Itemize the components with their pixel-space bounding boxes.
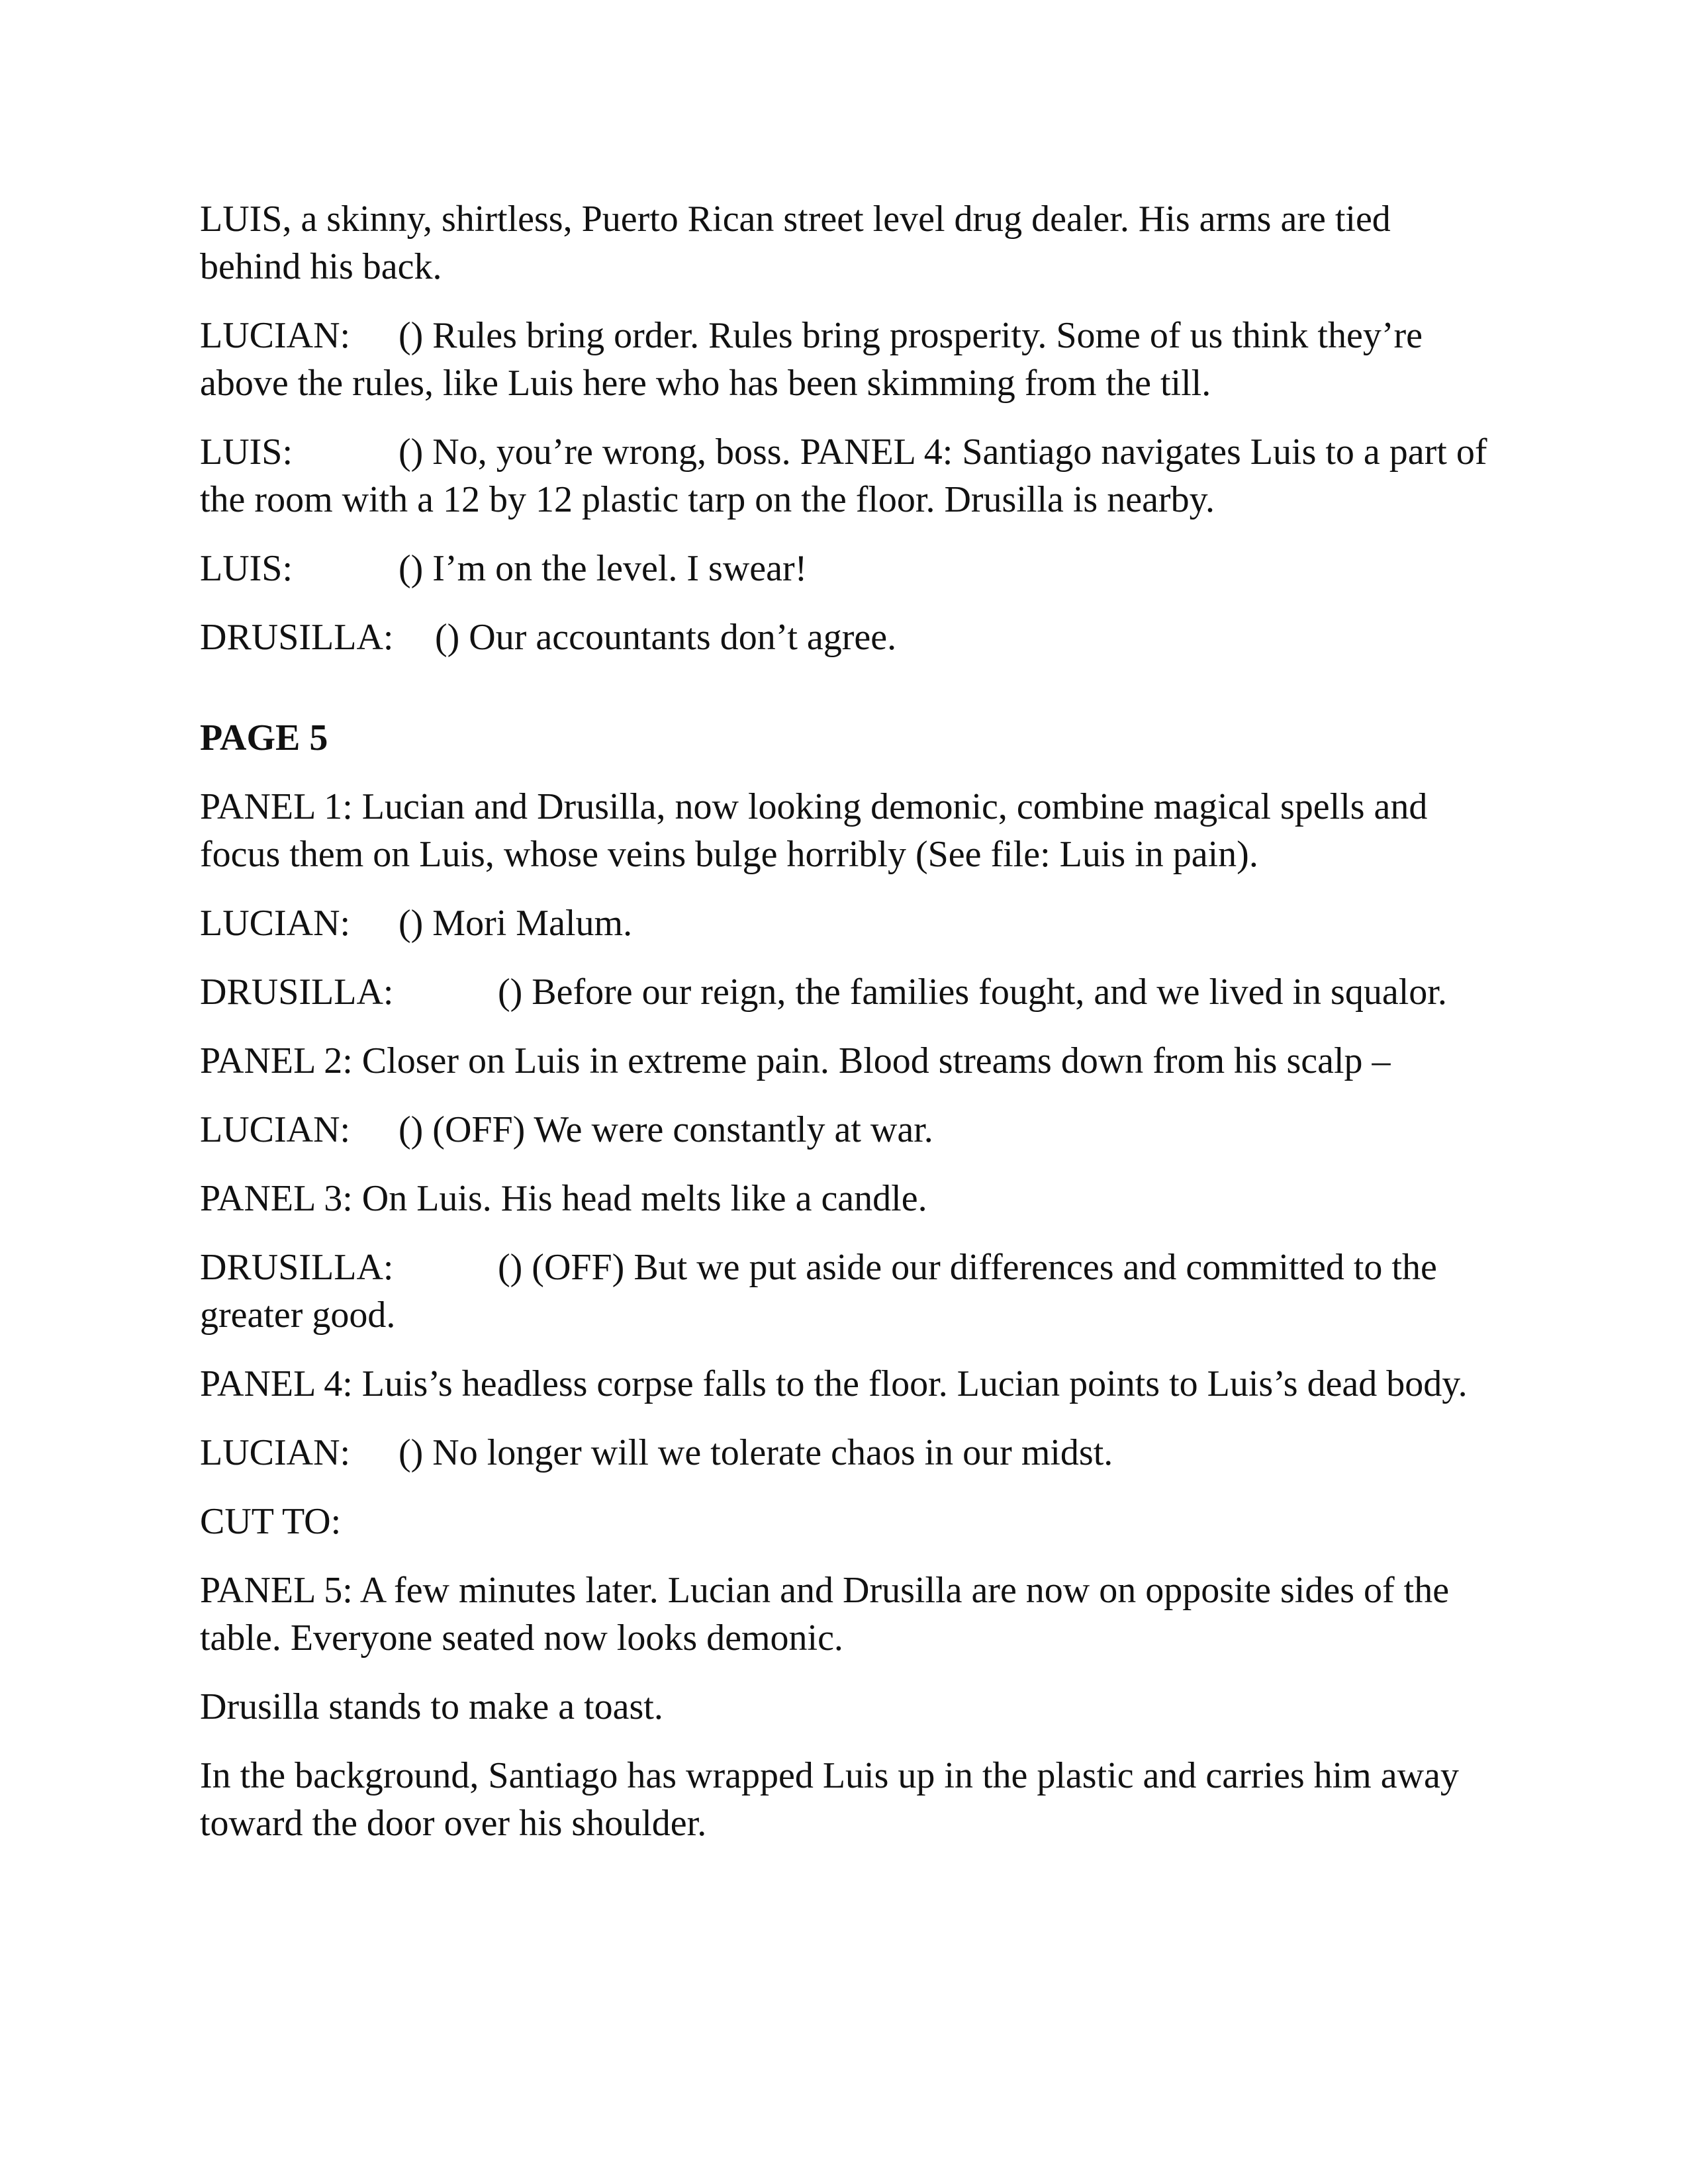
dialogue-line xyxy=(200,899,1497,947)
transition-line: CUT TO: xyxy=(200,1501,342,1542)
dialogue-line xyxy=(200,545,1497,592)
speaker-name: DRUSILLA: xyxy=(200,972,394,1013)
dialogue-line xyxy=(200,1244,1497,1339)
panel-description: PANEL 5: A few minutes later. Lucian and Drusilla are now on opposite sides of the table. Everyone seated now looks demonic. xyxy=(200,1570,1450,1659)
dialogue-text: () No, you’re wrong, boss. PANEL 4: Santiago navigates Luis to a part of the room with a 12 by 12 plastic tarp on the floor. Drusilla is nearby. xyxy=(200,432,1487,520)
speaker-name: LUCIAN: xyxy=(200,315,351,356)
panel-description: PANEL 2: Closer on Luis in extreme pain. Blood streams down from his scalp – xyxy=(200,1040,1391,1081)
speaker-name: DRUSILLA: xyxy=(200,617,394,658)
action-line: LUIS, a skinny, shirtless, Puerto Rican street level drug dealer. His arms are tied behind his back. xyxy=(200,199,1391,287)
dialogue-line xyxy=(200,312,1497,407)
speaker-name: LUCIAN: xyxy=(200,1432,351,1473)
dialogue-text: () (OFF) But we put aside our differences and committed to the greater good. xyxy=(200,1247,1437,1336)
panel-description: PANEL 4: Luis’s headless corpse falls to the floor. Lucian points to Luis’s dead body. xyxy=(200,1363,1468,1404)
speaker-name: LUCIAN: xyxy=(200,1109,351,1150)
dialogue-text: () (OFF) We were constantly at war. xyxy=(399,1109,933,1150)
dialogue-text: () Rules bring order. Rules bring prosperity. Some of us think they’re above the rules, like Luis here who has been skimming from the till. xyxy=(200,315,1423,404)
dialogue-line xyxy=(200,1429,1497,1477)
panel-description: PANEL 1: Lucian and Drusilla, now looking demonic, combine magical spells and focus them on Luis, whose veins bulge horribly (See file: Luis in pain). xyxy=(200,786,1428,875)
dialogue-text: () Before our reign, the families fought, and we lived in squalor. xyxy=(498,972,1447,1013)
dialogue-text: () Mori Malum. xyxy=(399,903,633,944)
action-line: Drusilla stands to make a toast. xyxy=(200,1686,663,1727)
script-page xyxy=(200,195,1497,1868)
dialogue-line xyxy=(200,1106,1497,1154)
speaker-name: LUIS: xyxy=(200,548,293,589)
page-heading: PAGE 5 xyxy=(200,717,328,758)
dialogue-text: () No longer will we tolerate chaos in our midst. xyxy=(399,1432,1113,1473)
speaker-name: LUCIAN: xyxy=(200,903,351,944)
dialogue-line xyxy=(200,614,1497,661)
dialogue-text: () I’m on the level. I swear! xyxy=(399,548,808,589)
dialogue-text: () Our accountants don’t agree. xyxy=(435,617,897,658)
speaker-name: LUIS: xyxy=(200,432,293,473)
dialogue-line xyxy=(200,968,1497,1016)
action-line: In the background, Santiago has wrapped Luis up in the plastic and carries him away toward the door over his shoulder. xyxy=(200,1755,1459,1844)
dialogue-line xyxy=(200,428,1497,523)
speaker-name: DRUSILLA: xyxy=(200,1247,394,1288)
panel-description: PANEL 3: On Luis. His head melts like a candle. xyxy=(200,1178,927,1219)
